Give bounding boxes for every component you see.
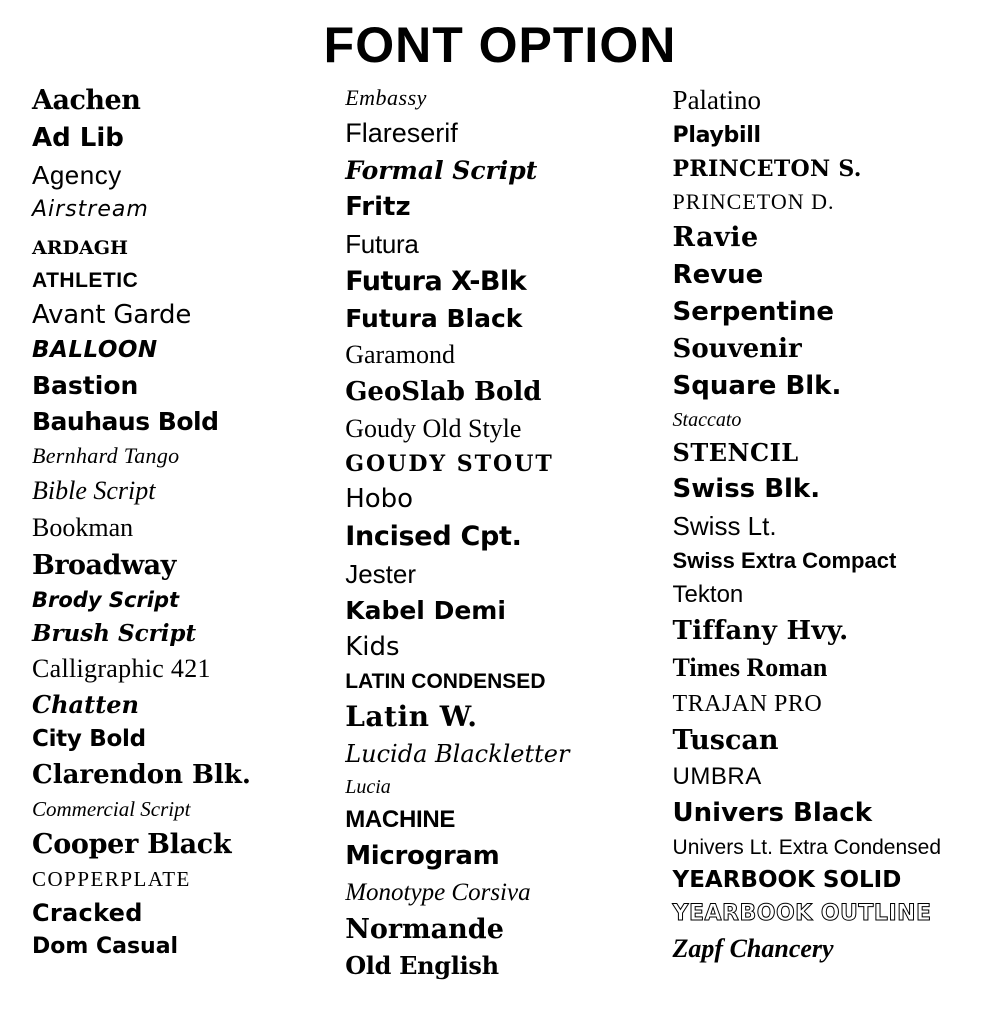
font-sample-item[interactable]: Swiss Lt. <box>672 511 777 541</box>
font-sample-item[interactable]: Futura <box>345 229 419 259</box>
font-column-2 <box>345 87 656 989</box>
font-sample-item[interactable]: Bookman <box>32 513 134 542</box>
font-sample-item[interactable]: GeoSlab Bold <box>345 377 542 407</box>
font-sample-item[interactable]: Serpentine <box>672 297 834 327</box>
font-sample-item[interactable]: PRINCETON D. <box>672 189 835 214</box>
font-sample-item[interactable]: Tekton <box>672 581 744 608</box>
font-sample-item[interactable]: City Bold <box>32 726 146 752</box>
font-sample-item[interactable]: Futura Black <box>345 304 523 333</box>
font-sample-item[interactable]: Bible Script <box>32 476 156 505</box>
font-sample-item[interactable]: Jester <box>345 559 417 589</box>
font-sample-item[interactable]: Chatten <box>32 690 139 719</box>
font-sample-item[interactable]: UMBRA <box>672 763 762 790</box>
font-sample-item[interactable]: Tuscan <box>672 725 779 756</box>
font-sample-item[interactable]: Commercial Script <box>32 797 191 821</box>
font-sample-item[interactable]: Clarendon Blk. <box>32 760 251 790</box>
font-sample-item[interactable]: BALLOON <box>32 337 158 363</box>
font-sample-item[interactable]: Square Blk. <box>672 371 842 401</box>
font-sample-item[interactable]: Kabel Demi <box>345 596 506 625</box>
font-sample-item[interactable]: YEARBOOK OUTLINE <box>672 901 932 926</box>
font-sample-item[interactable]: YEARBOOK SOLID <box>672 867 902 893</box>
font-sample-item[interactable]: ardagh <box>32 230 128 261</box>
font-option-sheet <box>0 18 1000 1018</box>
font-sample-item[interactable]: Bastion <box>32 371 139 400</box>
font-sample-item[interactable]: GOUDY STOUT <box>345 451 554 477</box>
font-sample-item[interactable]: Embassy <box>345 85 427 110</box>
font-sample-item[interactable]: Lucida Blackletter <box>345 740 570 768</box>
font-sample-item[interactable]: Microgram <box>345 841 500 871</box>
font-sample-item[interactable]: Brush Script <box>32 620 197 647</box>
font-column-1 <box>32 87 329 989</box>
font-sample-item[interactable]: Zapf Chancery <box>672 934 834 963</box>
font-sample-item[interactable]: Bauhaus Bold <box>32 407 219 436</box>
font-sample-item[interactable]: Dom Casual <box>32 934 179 959</box>
font-sample-item[interactable]: Monotype Corsiva <box>345 879 531 906</box>
font-sample-item[interactable]: Ravie <box>672 222 759 253</box>
font-sample-item[interactable]: PRINCETON S. <box>672 156 862 182</box>
font-sample-item[interactable]: Bernhard Tango <box>32 443 180 468</box>
font-columns <box>0 87 1000 989</box>
font-sample-item[interactable]: Univers Black <box>672 798 872 828</box>
font-sample-item[interactable]: Cracked <box>32 899 143 927</box>
font-sample-item[interactable]: Airstream <box>32 197 149 222</box>
font-column-3 <box>673 87 974 989</box>
font-sample-item[interactable]: Incised Cpt. <box>345 521 522 552</box>
font-sample-item[interactable]: Tiffany Hvy. <box>672 616 849 646</box>
font-sample-item[interactable]: Broadway <box>32 550 176 581</box>
font-sample-item[interactable]: Old English <box>345 951 499 980</box>
font-sample-item[interactable]: Times Roman <box>672 653 828 682</box>
font-sample-item[interactable]: Ad Lib <box>32 123 124 153</box>
font-sample-item[interactable]: Flareserif <box>345 118 458 148</box>
font-sample-item[interactable]: Garamond <box>345 340 455 369</box>
font-sample-item[interactable]: Goudy Old Style <box>345 414 522 443</box>
font-sample-item[interactable]: COPPERPLATE <box>32 867 191 891</box>
font-sample-item[interactable]: Brody Script <box>32 588 180 612</box>
font-sample-item[interactable]: Calligraphic 421 <box>32 654 211 683</box>
font-sample-item[interactable]: Revue <box>672 260 764 290</box>
font-sample-item[interactable]: MACHINE <box>345 806 456 833</box>
font-sample-item[interactable]: Aachen <box>32 85 141 116</box>
font-sample-item[interactable]: Univers Lt. Extra Condensed <box>672 836 942 859</box>
font-sample-item[interactable]: Swiss Blk. <box>672 474 821 504</box>
font-sample-item[interactable]: Souvenir <box>672 334 802 364</box>
font-sample-item[interactable]: Agency <box>32 160 122 190</box>
font-sample-item[interactable]: Lucia <box>345 776 391 798</box>
font-sample-item[interactable]: Kids <box>345 632 400 662</box>
font-sample-item[interactable]: Fritz <box>345 192 411 222</box>
font-sample-item[interactable]: LATIN CONDENSED <box>345 670 546 693</box>
font-sample-item[interactable]: Avant Garde <box>32 300 192 330</box>
page-title: FONT OPTION <box>323 17 677 73</box>
font-sample-item[interactable]: Hobo <box>345 484 414 514</box>
font-sample-item[interactable]: TRAJAN PRO <box>672 691 823 717</box>
font-sample-item[interactable]: Staccato <box>672 409 742 431</box>
font-sample-item[interactable]: Normande <box>345 914 504 945</box>
font-sample-item[interactable]: ATHLETIC <box>32 269 139 292</box>
font-sample-item[interactable]: STENCIL <box>672 438 799 467</box>
font-sample-item[interactable]: Futura X-Blk <box>345 266 527 297</box>
font-sample-item[interactable]: Cooper Black <box>32 829 232 860</box>
font-sample-item[interactable]: Swiss Extra Compact <box>672 548 897 573</box>
font-sample-item[interactable]: Palatino <box>672 85 762 115</box>
font-sample-item[interactable]: Playbill <box>672 123 761 148</box>
font-sample-item[interactable]: Formal Script <box>345 156 538 185</box>
font-sample-item[interactable]: Latin W. <box>345 700 478 733</box>
